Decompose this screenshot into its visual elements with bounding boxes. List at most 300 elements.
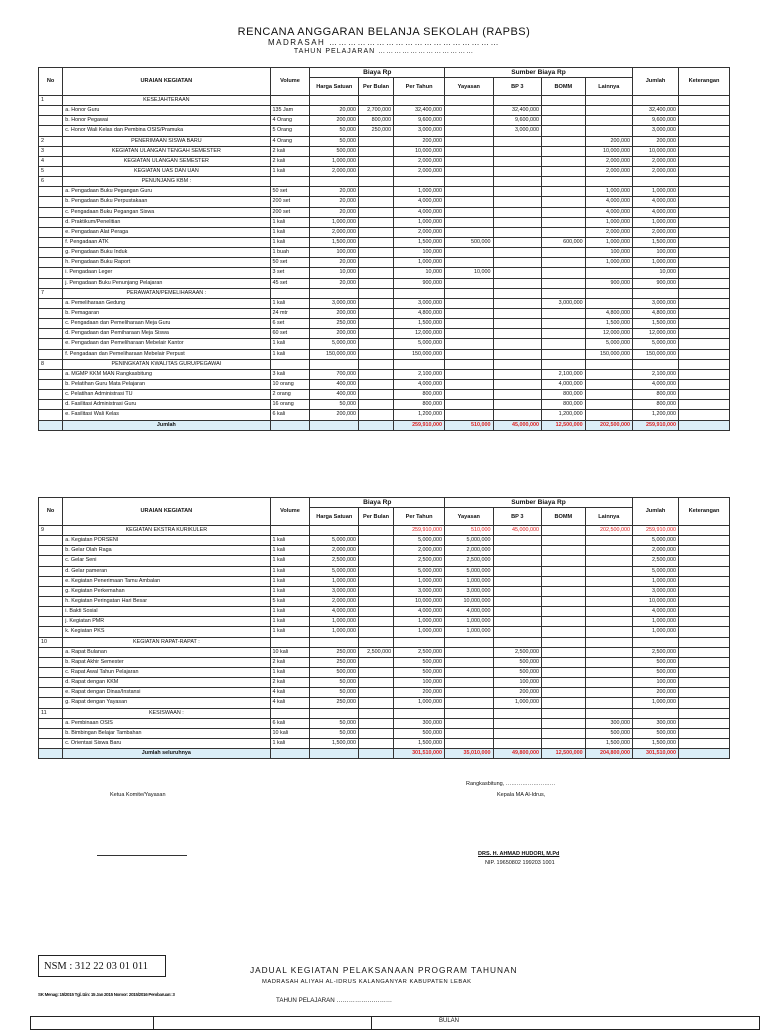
cell-volume: 1 kali <box>270 586 310 596</box>
cell-volume <box>270 177 310 187</box>
cell-uraian: PERAWATAN/PEMELIHARAAN : <box>63 288 270 298</box>
cell-per-tahun: 1,000,000 <box>394 627 445 637</box>
cell-no <box>39 698 63 708</box>
cell-uraian: e. Pengadaan dan Pemeliharaan Mebelair Kantor <box>63 339 270 349</box>
cell-volume: 200 set <box>270 207 310 217</box>
cell-yayasan: 5,000,000 <box>445 536 493 546</box>
cell-uraian: c. Rapat Awal Tahun Pelajaran <box>63 667 270 677</box>
cell-no <box>39 248 63 258</box>
schedule-divider <box>153 1017 154 1029</box>
cell-no <box>39 596 63 606</box>
cell-volume: 4 Orang <box>270 116 310 126</box>
cell-per-bulan <box>358 349 393 359</box>
cell-bp3 <box>493 197 541 207</box>
budget-table-2 <box>38 497 730 759</box>
cell-yayasan <box>445 106 493 116</box>
header-harga-satuan: Harga Satuan <box>310 78 358 96</box>
cell-yayasan <box>445 718 493 728</box>
cell-uraian: b. Pelatihan Guru Mata Pelajaran <box>63 379 270 389</box>
cell-per-tahun: 4,800,000 <box>394 308 445 318</box>
cell-yayasan: 1,000,000 <box>445 617 493 627</box>
cell-volume: 1 kali <box>270 576 310 586</box>
table-row <box>39 248 730 258</box>
budget-table-1 <box>38 67 730 431</box>
committee-signature-line <box>97 855 187 856</box>
table-row <box>39 308 730 318</box>
cell-per-bulan <box>358 546 393 556</box>
cell-bomm <box>542 627 586 637</box>
cell-volume <box>270 708 310 718</box>
table-row <box>39 156 730 166</box>
cell-yayasan: 2,500,000 <box>445 556 493 566</box>
cell-no: 5 <box>39 166 63 176</box>
cell-no <box>39 627 63 637</box>
cell-jumlah: 10,000 <box>632 268 678 278</box>
cell-per-bulan <box>358 278 393 288</box>
cell-keterangan <box>679 319 730 329</box>
cell-per-bulan <box>358 718 393 728</box>
cell-volume: 10 kali <box>270 647 310 657</box>
cell-harga-satuan: 200,000 <box>310 308 358 318</box>
cell-keterangan <box>679 217 730 227</box>
cell-per-bulan <box>358 607 393 617</box>
cell-no <box>39 217 63 227</box>
cell-harga-satuan: 20,000 <box>310 207 358 217</box>
cell-bp3 <box>493 237 541 247</box>
cell-bp3 <box>493 556 541 566</box>
cell-no <box>39 566 63 576</box>
cell-per-bulan: 2,700,000 <box>358 106 393 116</box>
cell-no <box>39 688 63 698</box>
cell-uraian: c. Honor Wali Kelas dan Pembina OSIS/Pramuka <box>63 126 270 136</box>
cell-uraian: a. MGMP KKM MAN Rangkasbitung <box>63 369 270 379</box>
cell-jumlah: 1,000,000 <box>632 258 678 268</box>
cell-keterangan <box>679 410 730 420</box>
cell-harga-satuan: 50,000 <box>310 136 358 146</box>
cell-lainnya: 4,800,000 <box>585 308 632 318</box>
cell-bomm <box>542 227 586 237</box>
cell-lainnya <box>585 698 632 708</box>
table-row <box>39 187 730 197</box>
cell-harga-satuan: 5,000,000 <box>310 566 358 576</box>
cell-bomm <box>542 637 586 647</box>
cell-bomm <box>542 738 586 748</box>
cell-uraian: e. Fasilitasi Wali Kelas <box>63 410 270 420</box>
cell-bomm <box>542 308 586 318</box>
cell-lainnya <box>585 96 632 106</box>
total-keterangan <box>679 749 730 759</box>
cell-keterangan <box>679 576 730 586</box>
cell-lainnya: 1,000,000 <box>585 258 632 268</box>
cell-bomm <box>542 96 586 106</box>
cell-bomm <box>542 197 586 207</box>
cell-per-bulan <box>358 688 393 698</box>
cell-bp3 <box>493 248 541 258</box>
cell-volume: 1 buah <box>270 248 310 258</box>
table-row <box>39 349 730 359</box>
header-no: No <box>39 498 63 526</box>
cell-bp3 <box>493 349 541 359</box>
cell-yayasan <box>445 349 493 359</box>
cell-bp3 <box>493 390 541 400</box>
cell-per-tahun: 10,000,000 <box>394 146 445 156</box>
cell-no: 6 <box>39 177 63 187</box>
cell-uraian: KEGIATAN ULANGAN SEMESTER <box>63 156 270 166</box>
cell-per-tahun: 1,000,000 <box>394 576 445 586</box>
cell-per-tahun: 4,000,000 <box>394 207 445 217</box>
table-row <box>39 319 730 329</box>
cell-keterangan <box>679 329 730 339</box>
cell-jumlah: 150,000,000 <box>632 349 678 359</box>
cell-yayasan: 1,000,000 <box>445 627 493 637</box>
cell-jumlah: 32,400,000 <box>632 106 678 116</box>
cell-jumlah: 4,000,000 <box>632 607 678 617</box>
cell-keterangan <box>679 359 730 369</box>
cell-lainnya: 100,000 <box>585 248 632 258</box>
cell-harga-satuan: 20,000 <box>310 278 358 288</box>
cell-per-bulan <box>358 586 393 596</box>
cell-volume: 1 kali <box>270 566 310 576</box>
table-row <box>39 359 730 369</box>
cell-no <box>39 308 63 318</box>
cell-bomm <box>542 667 586 677</box>
cell-no <box>39 400 63 410</box>
cell-no <box>39 268 63 278</box>
cell-harga-satuan: 200,000 <box>310 116 358 126</box>
schedule-title: JADUAL KEGIATAN PELAKSANAAN PROGRAM TAHUNAN <box>250 965 518 975</box>
header-no: No <box>39 68 63 96</box>
total-harga-satuan <box>310 749 358 759</box>
cell-lainnya: 1,500,000 <box>585 319 632 329</box>
cell-yayasan <box>445 319 493 329</box>
cell-lainnya: 5,000,000 <box>585 339 632 349</box>
cell-no <box>39 197 63 207</box>
table-row <box>39 526 730 536</box>
cell-uraian: a. Pembinaan OSIS <box>63 718 270 728</box>
cell-jumlah: 1,500,000 <box>632 738 678 748</box>
cell-no <box>39 586 63 596</box>
cell-uraian: h. Kegiatan Peringatan Hari Besar <box>63 596 270 606</box>
cell-uraian: a. Rapat Bulanan <box>63 647 270 657</box>
cell-lainnya: 202,500,000 <box>585 526 632 536</box>
cell-per-tahun: 200,000 <box>394 136 445 146</box>
cell-keterangan <box>679 657 730 667</box>
cell-harga-satuan: 100,000 <box>310 248 358 258</box>
table-row <box>39 546 730 556</box>
cell-keterangan <box>679 627 730 637</box>
cell-per-bulan <box>358 319 393 329</box>
cell-no <box>39 227 63 237</box>
cell-jumlah: 3,000,000 <box>632 126 678 136</box>
cell-bomm <box>542 349 586 359</box>
cell-volume: 1 kali <box>270 237 310 247</box>
cell-per-bulan <box>358 166 393 176</box>
cell-volume <box>270 526 310 536</box>
header-jumlah: Jumlah <box>632 498 678 526</box>
cell-per-bulan <box>358 339 393 349</box>
table-row <box>39 237 730 247</box>
cell-volume: 1 kali <box>270 627 310 637</box>
cell-jumlah: 10,000,000 <box>632 596 678 606</box>
table-row <box>39 728 730 738</box>
cell-jumlah: 2,000,000 <box>632 546 678 556</box>
cell-yayasan <box>445 400 493 410</box>
cell-bomm <box>542 187 586 197</box>
total-bomm: 12,500,000 <box>542 749 586 759</box>
table-row <box>39 596 730 606</box>
cell-yayasan: 10,000,000 <box>445 596 493 606</box>
header-volume: Volume <box>270 498 310 526</box>
cell-keterangan <box>679 708 730 718</box>
cell-no <box>39 617 63 627</box>
cell-lainnya <box>585 410 632 420</box>
cell-bomm <box>542 278 586 288</box>
cell-per-bulan: 2,500,000 <box>358 647 393 657</box>
cell-no <box>39 126 63 136</box>
cell-per-bulan <box>358 146 393 156</box>
total-uraian: Jumlah seluruhnya <box>63 749 270 759</box>
total-bomm: 12,500,000 <box>542 420 586 430</box>
cell-volume: 1 kali <box>270 349 310 359</box>
cell-keterangan <box>679 546 730 556</box>
cell-bp3 <box>493 146 541 156</box>
cell-uraian: g. Pengadaan Buku Induk <box>63 248 270 258</box>
cell-per-tahun: 2,000,000 <box>394 227 445 237</box>
cell-no: 4 <box>39 156 63 166</box>
cell-lainnya <box>585 627 632 637</box>
cell-per-bulan <box>358 657 393 667</box>
cell-no <box>39 667 63 677</box>
cell-per-bulan <box>358 617 393 627</box>
cell-jumlah: 1,200,000 <box>632 410 678 420</box>
cell-keterangan <box>679 596 730 606</box>
cell-volume: 1 kali <box>270 298 310 308</box>
cell-uraian: KEGIATAN ULANGAN TENGAH SEMESTER <box>63 146 270 156</box>
cell-uraian: h. Pengadaan Buku Raport <box>63 258 270 268</box>
cell-harga-satuan: 500,000 <box>310 667 358 677</box>
cell-no <box>39 106 63 116</box>
cell-jumlah: 12,000,000 <box>632 329 678 339</box>
cell-volume: 1 kali <box>270 607 310 617</box>
cell-volume: 1 kali <box>270 546 310 556</box>
cell-bomm <box>542 166 586 176</box>
principal-title: Kepala MA Al-Idrus, <box>497 792 546 798</box>
cell-bomm <box>542 136 586 146</box>
cell-per-bulan <box>358 526 393 536</box>
cell-bp3 <box>493 136 541 146</box>
cell-jumlah: 100,000 <box>632 248 678 258</box>
cell-no <box>39 319 63 329</box>
header-keterangan: Keterangan <box>679 498 730 526</box>
cell-yayasan <box>445 688 493 698</box>
cell-volume: 1 kali <box>270 217 310 227</box>
header-per-bulan: Per Bulan <box>358 78 393 96</box>
cell-bomm <box>542 177 586 187</box>
cell-per-tahun <box>394 96 445 106</box>
cell-yayasan <box>445 298 493 308</box>
cell-jumlah <box>632 708 678 718</box>
cell-uraian: k. Kegiatan PKS <box>63 627 270 637</box>
table-row <box>39 607 730 617</box>
cell-harga-satuan: 50,000 <box>310 728 358 738</box>
cell-uraian: i. Bakti Sosial <box>63 607 270 617</box>
cell-harga-satuan: 50,000 <box>310 400 358 410</box>
cell-yayasan <box>445 308 493 318</box>
header-bp3: BP 3 <box>493 508 541 526</box>
total-no <box>39 749 63 759</box>
cell-bp3 <box>493 339 541 349</box>
cell-lainnya <box>585 268 632 278</box>
cell-yayasan: 2,000,000 <box>445 546 493 556</box>
total-row <box>39 420 730 430</box>
cell-uraian: KEGIATAN EKSTRA KURIKULER <box>63 526 270 536</box>
table-row <box>39 698 730 708</box>
cell-per-tahun: 4,000,000 <box>394 197 445 207</box>
cell-per-bulan <box>358 298 393 308</box>
cell-bomm <box>542 288 586 298</box>
cell-lainnya: 1,000,000 <box>585 217 632 227</box>
table-row <box>39 617 730 627</box>
cell-volume <box>270 359 310 369</box>
table-row <box>39 96 730 106</box>
cell-per-tahun <box>394 177 445 187</box>
header-harga-satuan: Harga Satuan <box>310 508 358 526</box>
cell-bp3 <box>493 627 541 637</box>
cell-lainnya <box>585 556 632 566</box>
cell-bp3 <box>493 308 541 318</box>
cell-jumlah: 4,000,000 <box>632 207 678 217</box>
total-volume <box>270 420 310 430</box>
cell-per-tahun: 2,000,000 <box>394 156 445 166</box>
total-lainnya: 204,800,000 <box>585 749 632 759</box>
cell-uraian: d. Praktikum/Penelitian <box>63 217 270 227</box>
cell-no <box>39 207 63 217</box>
cell-jumlah: 5,000,000 <box>632 536 678 546</box>
cell-bomm <box>542 698 586 708</box>
cell-per-bulan <box>358 288 393 298</box>
cell-per-bulan <box>358 708 393 718</box>
cell-keterangan <box>679 156 730 166</box>
cell-per-bulan <box>358 187 393 197</box>
cell-per-bulan <box>358 369 393 379</box>
cell-lainnya <box>585 390 632 400</box>
cell-jumlah: 1,500,000 <box>632 237 678 247</box>
cell-lainnya <box>585 298 632 308</box>
cell-keterangan <box>679 126 730 136</box>
cell-lainnya <box>585 607 632 617</box>
cell-yayasan <box>445 647 493 657</box>
cell-uraian: a. Pemeliharaan Gedung <box>63 298 270 308</box>
table-row <box>39 288 730 298</box>
cell-per-tahun: 3,000,000 <box>394 298 445 308</box>
cell-bomm <box>542 596 586 606</box>
cell-per-bulan <box>358 329 393 339</box>
table-row <box>39 586 730 596</box>
cell-no <box>39 576 63 586</box>
cell-harga-satuan: 50,000 <box>310 718 358 728</box>
cell-bp3 <box>493 96 541 106</box>
cell-uraian: b. Rapat Akhir Semester <box>63 657 270 667</box>
cell-bomm <box>542 329 586 339</box>
cell-no <box>39 369 63 379</box>
cell-bomm <box>542 718 586 728</box>
cell-bomm <box>542 647 586 657</box>
cell-per-bulan <box>358 627 393 637</box>
cell-no <box>39 607 63 617</box>
cell-volume: 5 Orang <box>270 126 310 136</box>
cell-bp3: 200,000 <box>493 688 541 698</box>
cell-per-tahun: 500,000 <box>394 667 445 677</box>
cell-jumlah <box>632 637 678 647</box>
cell-bomm: 600,000 <box>542 237 586 247</box>
cell-per-tahun: 200,000 <box>394 688 445 698</box>
cell-harga-satuan: 400,000 <box>310 379 358 389</box>
cell-yayasan <box>445 637 493 647</box>
cell-yayasan <box>445 708 493 718</box>
cell-per-tahun: 100,000 <box>394 678 445 688</box>
cell-volume: 3 set <box>270 268 310 278</box>
cell-lainnya <box>585 116 632 126</box>
cell-lainnya <box>585 617 632 627</box>
cell-volume: 1 kali <box>270 667 310 677</box>
cell-jumlah: 1,000,000 <box>632 698 678 708</box>
total-per-tahun: 301,510,000 <box>394 749 445 759</box>
cell-no <box>39 187 63 197</box>
cell-bp3: 100,000 <box>493 678 541 688</box>
cell-harga-satuan: 4,000,000 <box>310 607 358 617</box>
table-row <box>39 410 730 420</box>
cell-yayasan <box>445 738 493 748</box>
cell-harga-satuan: 3,000,000 <box>310 298 358 308</box>
cell-bp3 <box>493 217 541 227</box>
cell-per-tahun: 2,000,000 <box>394 546 445 556</box>
cell-per-tahun: 500,000 <box>394 728 445 738</box>
cell-per-tahun <box>394 708 445 718</box>
cell-per-bulan: 800,000 <box>358 116 393 126</box>
academic-year-line: TAHUN PELAJARAN ……………………………… <box>293 48 475 55</box>
cell-bp3 <box>493 379 541 389</box>
cell-bp3 <box>493 738 541 748</box>
cell-volume: 1 kali <box>270 339 310 349</box>
table-row <box>39 647 730 657</box>
cell-volume: 6 kali <box>270 410 310 420</box>
cell-jumlah: 500,000 <box>632 667 678 677</box>
table-row <box>39 536 730 546</box>
cell-lainnya: 500,000 <box>585 728 632 738</box>
cell-per-tahun: 800,000 <box>394 400 445 410</box>
cell-bp3 <box>493 607 541 617</box>
cell-volume: 50 set <box>270 258 310 268</box>
cell-no <box>39 258 63 268</box>
cell-per-bulan <box>358 156 393 166</box>
cell-harga-satuan <box>310 637 358 647</box>
cell-yayasan <box>445 136 493 146</box>
cell-per-bulan <box>358 390 393 400</box>
cell-harga-satuan: 1,000,000 <box>310 576 358 586</box>
total-harga-satuan <box>310 420 358 430</box>
cell-uraian: b. Bimbingan Belajar Tambahan <box>63 728 270 738</box>
cell-harga-satuan: 250,000 <box>310 698 358 708</box>
cell-keterangan <box>679 566 730 576</box>
header-uraian: URAIAN KEGIATAN <box>63 68 270 96</box>
cell-uraian: d. Pengadaan dan Pemiharaan Meja Siswa <box>63 329 270 339</box>
table-row <box>39 207 730 217</box>
cell-yayasan <box>445 728 493 738</box>
cell-bp3 <box>493 400 541 410</box>
cell-yayasan: 510,000 <box>445 526 493 536</box>
cell-jumlah: 259,910,000 <box>632 526 678 536</box>
header-bomm: BOMM <box>542 508 586 526</box>
